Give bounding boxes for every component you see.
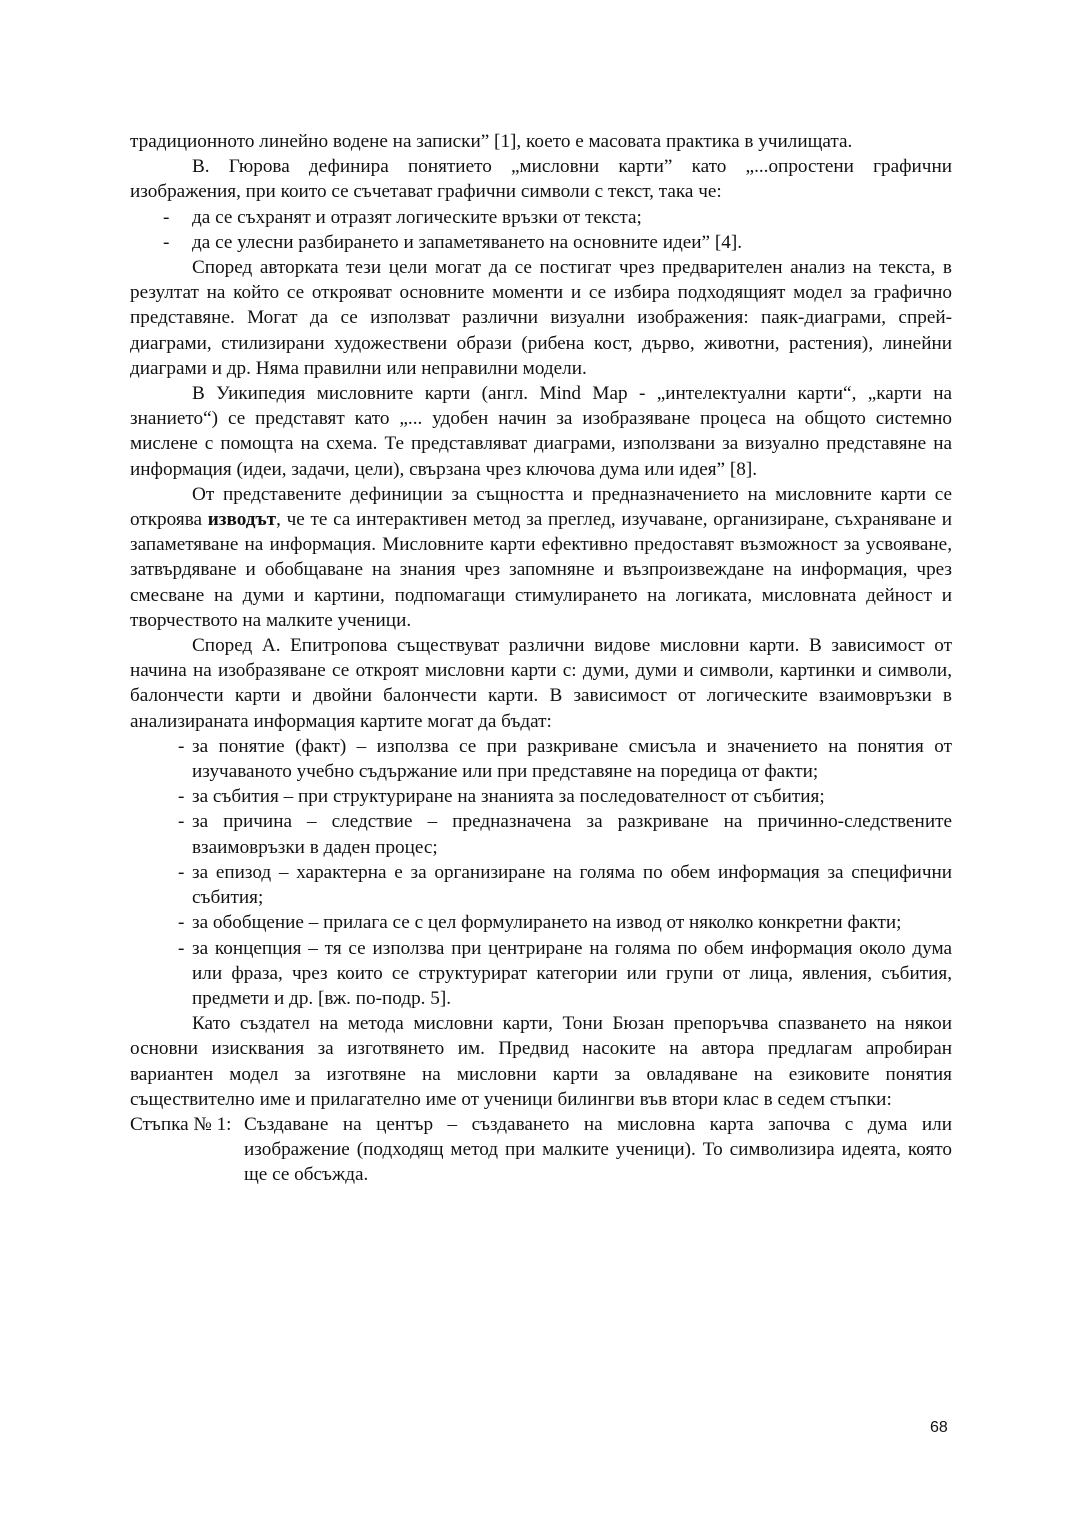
list-item xyxy=(130,784,952,809)
list-item xyxy=(130,860,952,910)
step-1 xyxy=(130,1112,952,1188)
paragraph-6: Според А. Епитропова съществуват различни видове мисловни карти. В зависимост от начина на изобразяване се откроят мисловни карти с: думи, думи и символи, картинки и символи, балончести карти и двойни балончести карти. В зависимост от логическите взаимовръзки в анализираната информация картите могат да бъдат: xyxy=(130,635,952,732)
paragraph-2: В. Гюрова дефинира понятието „мисловни карти” като „...опростени графични изображения, при които се съчетават графични символи с текст, така че: xyxy=(130,156,952,203)
paragraph-4: В Уикипедия мисловните карти (англ. Mind Map - „интелектуални карти“, „карти на знанието“) се представят като „... удобен начин за изобразяване процеса на общото системно мислене с помощта на схема. Те представляват диаграми, използвани за визуално представяне на информация (идеи, задачи, цели), свързана чрез ключова дума или идея” [8]. xyxy=(130,383,952,480)
list-marker: - xyxy=(178,937,185,959)
list-item-text: за понятие (факт) – използва се при разкриване смисъла и значението на понятия от изучаваното учебно съдържание или при представяне на поредица от факти; xyxy=(192,735,952,783)
list-item-text: да се съхранят и отразят логическите връзки от текста; xyxy=(192,206,642,228)
paragraph-5-bold: изводът xyxy=(207,509,277,531)
paragraph-7: Като създател на метода мисловни карти, Тони Бюзан препоръчва спазването на някои основни изисквания за изготвянето им. Предвид насоките на автора предлагам апробиран вариантен модел за изготвяне на мисловни карти за овладяване на езиковите понятия съществително име и прилагателно име от ученици билингви във втори клас в седем стъпки: xyxy=(130,1013,952,1110)
list-marker: - xyxy=(163,206,170,228)
paragraph-5-after: , че те са интерактивен метод за преглед, изучаване, организиране, съхраняване и запаметяване на информация. Мисловните карти ефективно предоставят възможност за усвояване, затвърдяване и обобщаване на знания чрез запомняне и възпроизвеждане на информация, чрез смесване на думи и картини, подпомагащи стимулирането на логиката, мисловната дейност и творчеството на малките ученици. xyxy=(130,509,952,631)
page-number: 68 xyxy=(930,1419,948,1436)
list-item xyxy=(130,936,952,1012)
list-item xyxy=(130,809,952,859)
list-marker: - xyxy=(178,786,185,808)
paragraph-1: традиционното линейно водене на записки” [1], което е масовата практика в училищата. xyxy=(130,131,853,152)
list-item-text: за епизод – характерна е за организиране на голяма по обем информация за специфични събития; xyxy=(192,861,952,909)
list-item-text: за причина – следствие – предназначена за разкриване на причинно-следствените взаимовръзки в даден процес; xyxy=(192,811,952,858)
list-marker: - xyxy=(178,861,185,883)
list-item xyxy=(130,230,952,255)
list-marker: - xyxy=(163,231,170,253)
list-item xyxy=(130,910,952,935)
list-marker: - xyxy=(178,912,185,934)
list-item-text: за събития – при структуриране на знанията за последователност от събития; xyxy=(192,786,825,808)
step-label: Стъпка № 1: xyxy=(130,1113,232,1135)
paragraph-5 xyxy=(130,482,952,633)
list-item xyxy=(130,205,952,230)
list-item-text: за обобщение – прилага се с цел формулирането на извод от няколко конкретни факти; xyxy=(192,912,902,934)
list-marker: - xyxy=(178,811,185,833)
list-item xyxy=(130,734,952,784)
list-item-text: да се улесни разбирането и запаметяването на основните идеи” [4]. xyxy=(192,231,743,253)
list-item-text: за концепция – тя се използва при центриране на голяма по обем информация около дума или фраза, чрез които се структурират категории или групи от лица, явления, събития, предмети и др. [вж. по-подр. 5]. xyxy=(192,937,952,1009)
page-body xyxy=(130,129,952,1188)
paragraph-5-before: От представените дефиниции за същността и предназначението на мисловните карти се откроява xyxy=(130,483,952,531)
paragraph-3: Според авторката тези цели могат да се постигат чрез предварителен анализ на текста, в резултат на който се открояват основните моменти и се избира подходящият модел за графично представяне. Могат да се използват различни визуални изображения: паяк-диаграми, спрей-диаграми, стилизирани художествени образи (рибена кост, дърво, животни, растения), линейни диаграми и др. Няма правилни или неправилни модели. xyxy=(130,257,952,379)
list-marker: - xyxy=(178,735,185,757)
step-text: Създаване на център – създаването на мисловна карта започва с дума или изображение (подходящ метод при малките ученици). То символизира идеята, която ще се обсъжда. xyxy=(244,1113,952,1186)
